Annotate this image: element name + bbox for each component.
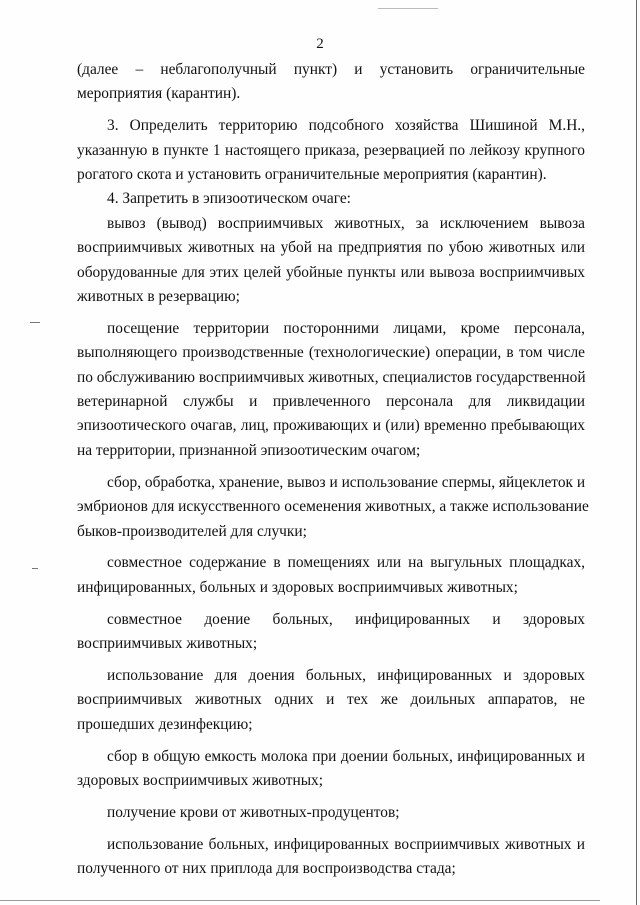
text-line: сбор, обработка, хранение, вывоз и использование спермы, яйцеклеток и: [107, 473, 586, 491]
text-line: прошедших дезинфекцию;: [77, 715, 253, 733]
text-line: (далее – неблагополучный пункт) и установить ограничительные: [77, 61, 585, 78]
text-line: использование больных, инфицированных восприимчивых животных и: [107, 835, 585, 853]
text-line: эпизоотического очагав, лиц, проживающих и (или) временно пребывающих: [77, 417, 585, 435]
text-line: сбор в общую емкость молока при доении больных, инфицированных и: [107, 747, 585, 765]
text-line: эмбрионов для искусственного осеменения животных, а также использование: [77, 498, 589, 516]
text-line: восприимчивых животных одних и тех же доильных аппаратов, не: [77, 691, 585, 709]
scan-mark: [30, 322, 40, 323]
page-edge-bottom: [0, 900, 600, 901]
text-line: 4. Запретить в эпизоотическом очаге:: [107, 190, 351, 208]
text-line: восприимчивых животных на убой на предприятия по убою животных или: [77, 239, 585, 257]
text-line: на территории, признанной эпизоотическим очагом;: [77, 441, 421, 459]
text-line: выполняющего производственные (технологические) операции, в том числе: [77, 344, 585, 362]
scan-mark: [378, 8, 438, 9]
text-line: здоровых восприимчивых животных;: [77, 772, 324, 790]
text-line: быков-производителей для случки;: [77, 522, 307, 540]
scan-mark: [32, 568, 38, 569]
page-edge-right: [636, 0, 637, 905]
page-number: 2: [316, 36, 324, 52]
text-line: восприимчивых животных;: [77, 635, 258, 653]
text-line: получение крови от животных-продуцентов;: [107, 803, 400, 821]
text-line: совместное содержание в помещениях или на выгульных площадках,: [107, 554, 585, 572]
text-line: животных в резервацию;: [77, 288, 240, 306]
text-line: полученного от них приплода для воспроизводства стада;: [77, 860, 456, 878]
text-line: ветеринарной службы и привлеченного персонала для ликвидации: [77, 393, 585, 411]
text-line: вывоз (вывод) восприимчивых животных, за исключением вывоза: [107, 214, 585, 232]
document-body: [77, 58, 589, 882]
text-line: инфицированных, больных и здоровых восприимчивых животных;: [77, 578, 518, 596]
text-line: рогатого скота и установить ограничительные мероприятия (карантин).: [77, 166, 547, 184]
text-line: посещение территории посторонними лицами, кроме персонала,: [107, 319, 585, 337]
text-line: 3. Определить территорию подсобного хозяйства Шишиной М.Н.,: [107, 117, 585, 135]
text-line: совместное доение больных, инфицированных и здоровых: [107, 610, 585, 628]
text-line: мероприятия (карантин).: [77, 85, 241, 103]
text-line: указанную в пункте 1 настоящего приказа, резервацией по лейкозу крупного: [77, 141, 585, 159]
text-line: оборудованные для этих целей убойные пункты или вывоза восприимчивых: [77, 263, 585, 281]
text-line: использование для доения больных, инфицированных и здоровых: [107, 666, 585, 684]
text-line: по обслуживанию восприимчивых животных, специалистов государственной: [77, 368, 586, 386]
